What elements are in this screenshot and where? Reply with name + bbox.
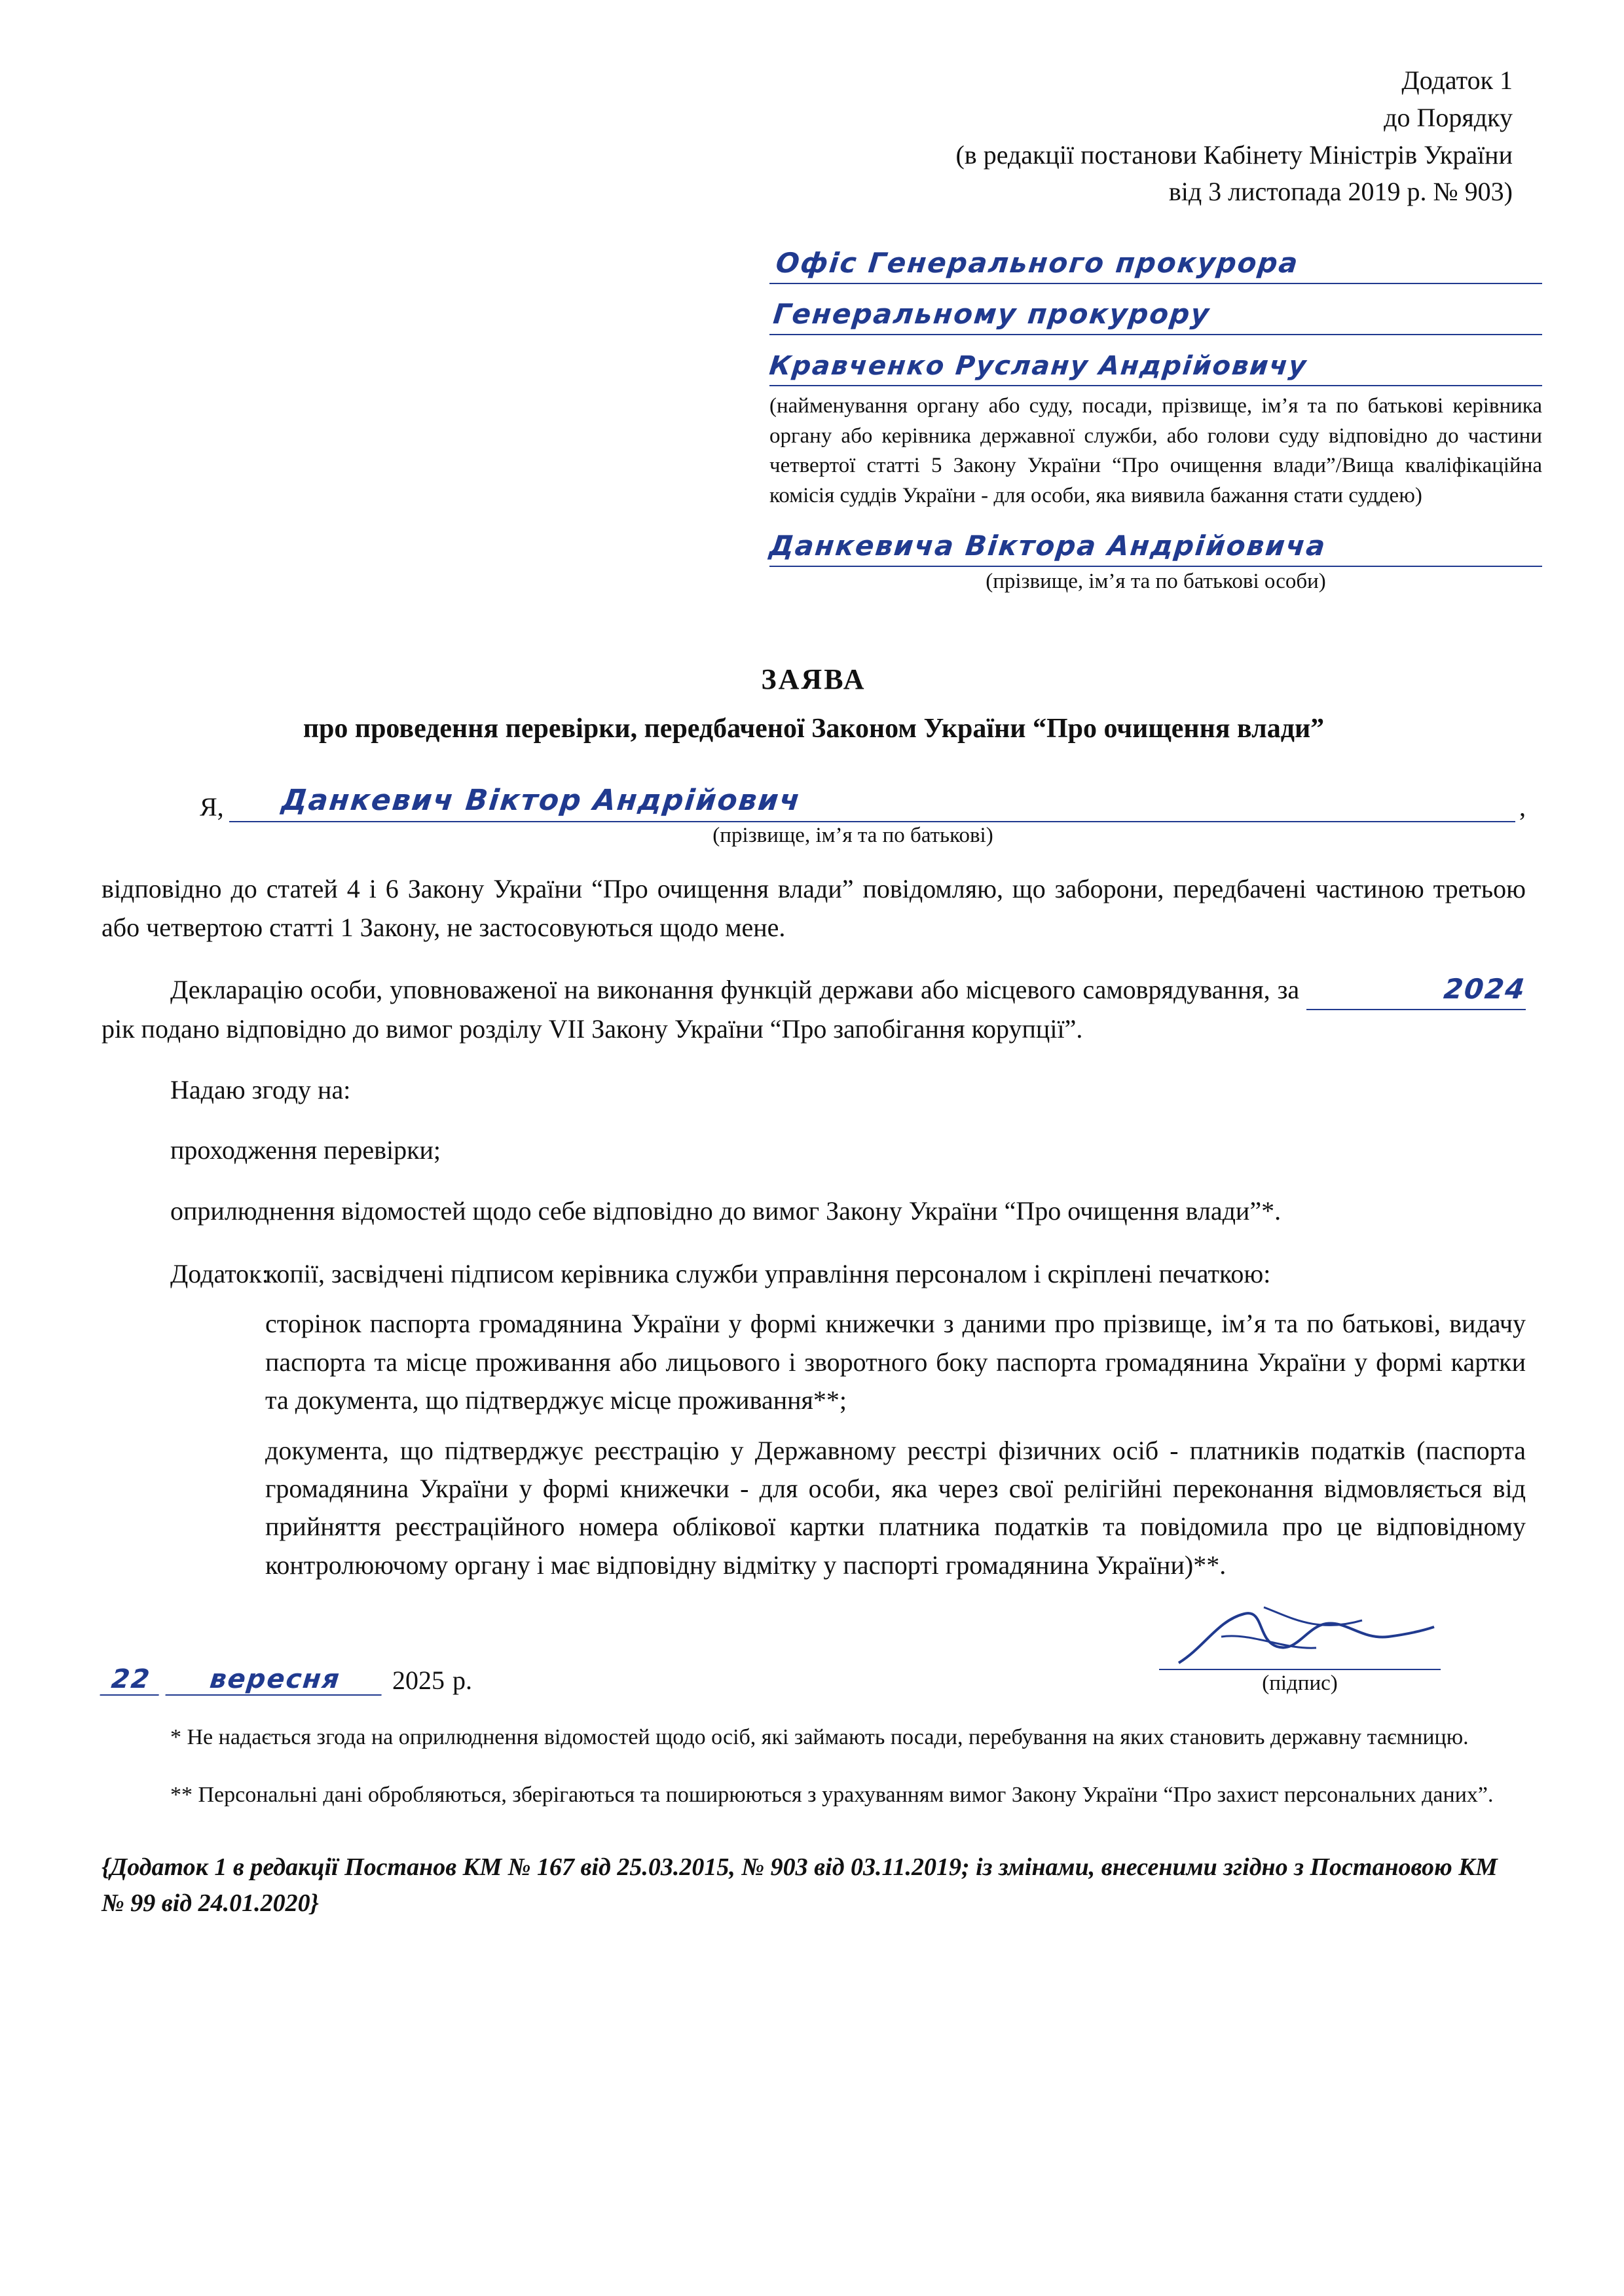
page-title: ЗАЯВА xyxy=(761,663,866,696)
attachment-item-2: документа, що підтверджує реєстрацію у Державному реєстрі фізичних осіб - платників податків (паспорта громадянина України у формі книжечки - для особи, яка через свої релігійні переконання відмовляється від прийняття реєстраційного номера облікової картки платника податків та повідомила про це відповідному контролюючому органу і має відповідну відмітку у паспорті громадянина України)**. xyxy=(265,1435,1526,1580)
paragraph-5: оприлюднення відомостей щодо себе відповідно до вимог Закону України “Про очищення влади”*. xyxy=(170,1195,1282,1226)
date-year: 2025 xyxy=(392,1666,445,1696)
footnote-1: * Не надається згода на оприлюднення відомостей щодо осіб, які займають посади, перебування на яких становить державну таємницю. xyxy=(170,1725,1469,1750)
applicant-name-line xyxy=(101,780,1526,822)
attachment-text xyxy=(265,1255,1526,1584)
addressee-block xyxy=(769,238,1542,594)
paragraph-4: проходження перевірки; xyxy=(170,1135,441,1165)
name-comma: , xyxy=(1519,792,1526,822)
header-line-1: Додаток 1 xyxy=(1401,65,1513,95)
addressee-note: (найменування органу або суду, посади, прізвище, ім’я та по батькові керівника органу або керівника державної служби, або голови суду відповідно до частини четвертої статті 5 Закону України “Про очищення влади”/Вища кваліфікаційна комісія суддів України - для особи, яка виявила бажання стати суддею) xyxy=(769,394,1542,507)
name-prefix: Я, xyxy=(200,792,224,822)
handwriting-month: вересня xyxy=(165,1664,384,1696)
header-line-3: (в редакції постанови Кабінету Міністрів України xyxy=(955,139,1513,170)
applicant-note: (прізвище, ім’я та по батькові особи) xyxy=(986,570,1326,594)
paragraph-3: Надаю згоду на: xyxy=(170,1074,351,1104)
date-year-suffix: р. xyxy=(452,1666,472,1696)
handwriting-office: Офіс Генерального прокурора xyxy=(774,247,1301,280)
addressee-handwritten-line-3 xyxy=(769,340,1542,386)
paragraph-1: відповідно до статей 4 і 6 Закону України “Про очищення влади” повідомляю, що заборони, передбачені частиною третьою або четвертою статті 1 Закону, не застосовуються щодо мене. xyxy=(101,874,1526,942)
revision-note: {Додаток 1 в редакції Постанов КМ № 167 від 25.03.2015, № 903 від 03.11.2019; із змінами, внесеними згідно з Постановою КМ № 99 від 24.01.2020} xyxy=(101,1853,1498,1917)
paragraph-2 xyxy=(101,969,1526,1049)
paragraph-2-before: Декларацію особи, уповноваженої на виконання функцій держави або місцевого самоврядування, за xyxy=(170,975,1300,1005)
header-line-2: до Порядку xyxy=(1384,102,1513,132)
footnote-2: ** Персональні дані обробляються, зберігаються та поширюються з урахуванням вимог Закону України “Про захист персональних даних”. xyxy=(170,1783,1494,1808)
attachment-item-1: сторінок паспорта громадянина України у формі книжечки з даними про прізвище, ім’я та по батькові, видачу паспорта та місце проживання або лицьового і зворотного боку паспорта громадянина України у формі картки та документа, що підтверджує місце проживання**; xyxy=(265,1309,1526,1415)
attachment-intro: копії, засвідчені підписом керівника служби управління персоналом і скріплені печаткою: xyxy=(265,1259,1271,1289)
handwriting-year: 2024 xyxy=(1442,973,1528,1006)
declaration-year-field xyxy=(1306,969,1526,1010)
header-line-4: від 3 листопада 2019 р. № 903) xyxy=(1168,177,1513,207)
name-line-note: (прізвище, ім’я та по батькові) xyxy=(712,824,993,848)
page-subtitle: про проведення перевірки, передбаченої Законом України “Про очищення влади” xyxy=(303,714,1325,744)
handwriting-full-name: Данкевич Віктор Андрійович xyxy=(280,784,803,818)
applicant-handwritten-line xyxy=(769,522,1542,567)
handwriting-addressee-name: Кравченко Руслану Андрійовичу xyxy=(767,351,1309,382)
signature-mark xyxy=(1166,1601,1441,1673)
handwriting-day: 22 xyxy=(100,1664,162,1696)
signature-note: (підпис) xyxy=(1262,1671,1338,1696)
addressee-handwritten-line-2 xyxy=(769,289,1542,335)
handwriting-applicant-name: Данкевича Віктора Андрійовича xyxy=(767,530,1328,562)
signature-line xyxy=(1159,1609,1441,1670)
addressee-handwritten-line-1 xyxy=(769,238,1542,284)
attachment-label: Додаток: xyxy=(170,1259,269,1289)
paragraph-2-after: рік подано відповідно до вимог розділу VII Закону України “Про запобігання корупції”. xyxy=(101,1014,1083,1044)
signature-block xyxy=(1159,1609,1441,1696)
handwriting-position: Генеральному прокурору xyxy=(771,298,1212,331)
name-fill-line xyxy=(229,780,1515,822)
attachment-block xyxy=(101,1255,1526,1584)
date-signature-row xyxy=(101,1617,1526,1696)
document-header xyxy=(101,62,1513,211)
